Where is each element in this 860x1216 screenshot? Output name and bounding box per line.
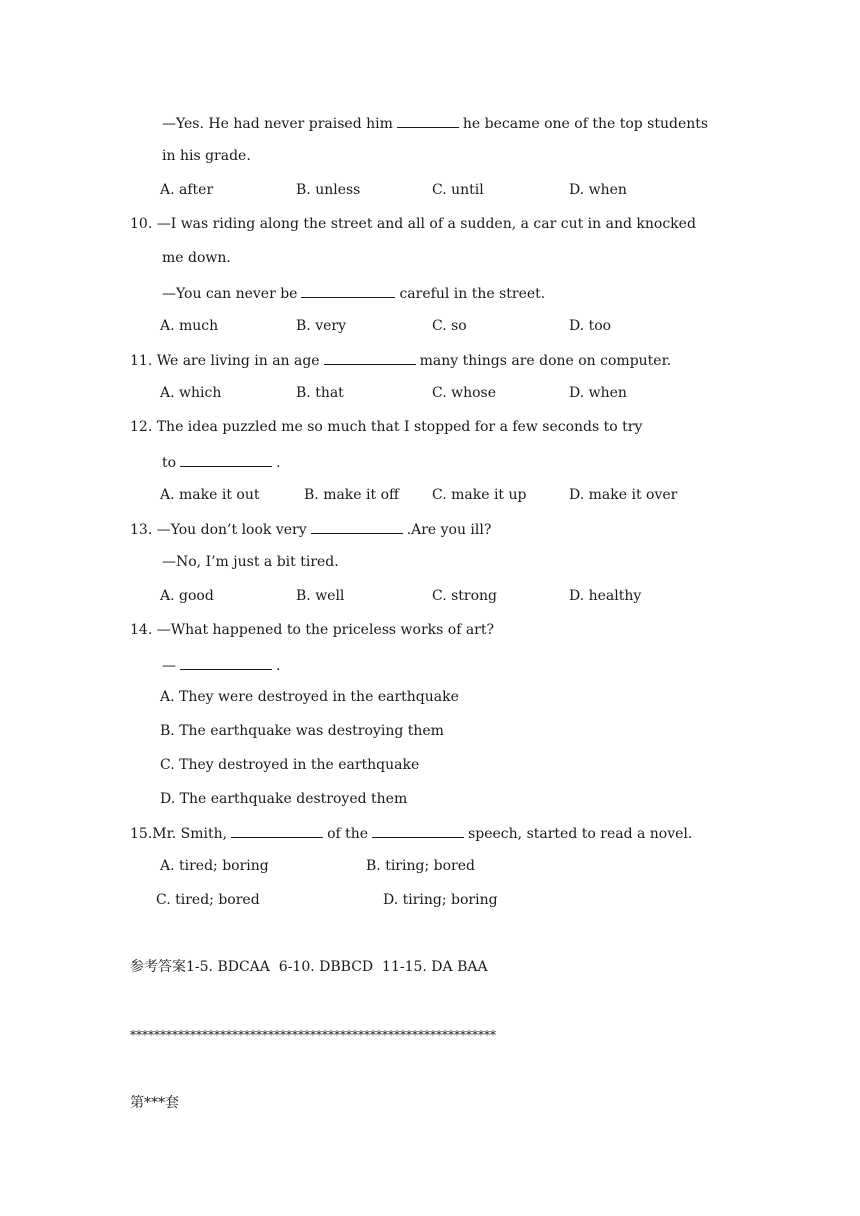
q9-text-a: —Yes. He had never praised him — [162, 116, 393, 132]
q11-text-b: many things are done on computer. — [419, 353, 672, 369]
q13-option-c: C. strong — [432, 588, 498, 604]
q12-text-a: to — [162, 455, 177, 471]
q11-option-d: D. when — [569, 385, 627, 401]
q15-text-c: speech, started to read a novel. — [468, 826, 693, 842]
q9-text-b: he became one of the top students — [462, 116, 709, 132]
q15-option-a: A. tired; boring — [160, 858, 269, 874]
q12-text-b: . — [276, 455, 281, 471]
answer-key: 参考答案1-5. BDCAA 6-10. DBBCD 11-15. DA BAA — [130, 959, 488, 975]
q14-blank — [180, 655, 272, 670]
q11-option-a: A. which — [160, 385, 222, 401]
q15-option-b: B. tiring; bored — [366, 858, 475, 874]
q9-option-d: D. when — [569, 182, 627, 198]
q9-line2: in his grade. — [162, 148, 251, 164]
q11-blank — [324, 350, 416, 365]
q13-line1 — [130, 519, 491, 539]
q12-line1: 12. The idea puzzled me so much that I stopped for a few seconds to try — [130, 419, 643, 435]
q9-option-a: A. after — [160, 182, 214, 198]
q14-line1: 14. —What happened to the priceless works of art? — [130, 622, 495, 638]
q10-text-b: careful in the street. — [399, 286, 546, 302]
q15-blank-2 — [372, 823, 464, 838]
q15-option-c: C. tired; bored — [156, 892, 260, 908]
q14-option-c: C. They destroyed in the earthquake — [160, 757, 420, 773]
q14-option-a: A. They were destroyed in the earthquake — [160, 689, 459, 705]
q11-line1 — [130, 350, 671, 370]
q9-blank — [397, 113, 459, 128]
q15-option-d: D. tiring; boring — [383, 892, 498, 908]
q12-blank — [180, 452, 272, 467]
q10-option-a: A. much — [160, 318, 219, 334]
q14-line2 — [162, 655, 280, 675]
q13-option-a: A. good — [160, 588, 214, 604]
next-set-heading: 第***套 — [130, 1095, 179, 1111]
q13-line2: —No, I’m just a bit tired. — [162, 554, 339, 570]
q11-option-b: B. that — [296, 385, 344, 401]
separator-stars: ************************************************************* — [130, 1028, 496, 1042]
q9-option-c: C. until — [432, 182, 484, 198]
q14-option-b: B. The earthquake was destroying them — [160, 723, 444, 739]
q10-option-c: C. so — [432, 318, 467, 334]
q15-text-a: 15.Mr. Smith, — [130, 826, 228, 842]
q10-option-d: D. too — [569, 318, 612, 334]
q12-option-c: C. make it up — [432, 487, 527, 503]
q10-line1: 10. —I was riding along the street and all of a sudden, a car cut in and knocked — [130, 216, 696, 232]
q10-line3 — [162, 283, 545, 303]
q14-option-d: D. The earthquake destroyed them — [160, 791, 408, 807]
q12-option-d: D. make it over — [569, 487, 678, 503]
q13-blank — [311, 519, 403, 534]
q9-line1 — [162, 113, 708, 133]
q12-option-b: B. make it off — [304, 487, 399, 503]
q9-option-b: B. unless — [296, 182, 361, 198]
q13-text-a: 13. —You don’t look very — [130, 522, 307, 538]
q14-text-b: . — [276, 658, 281, 674]
q14-text-a: — — [162, 658, 176, 674]
q12-line2 — [162, 452, 281, 472]
q10-blank — [301, 283, 395, 298]
q13-option-d: D. healthy — [569, 588, 642, 604]
q15-blank-1 — [231, 823, 323, 838]
q13-option-b: B. well — [296, 588, 345, 604]
q15-text-b: of the — [327, 826, 369, 842]
q12-option-a: A. make it out — [160, 487, 260, 503]
q10-line2: me down. — [162, 250, 231, 266]
q11-text-a: 11. We are living in an age — [130, 353, 320, 369]
q10-option-b: B. very — [296, 318, 346, 334]
q11-option-c: C. whose — [432, 385, 497, 401]
q10-text-a: —You can never be — [162, 286, 298, 302]
q15-line1 — [130, 823, 692, 843]
q13-text-b: .Are you ill? — [406, 522, 492, 538]
